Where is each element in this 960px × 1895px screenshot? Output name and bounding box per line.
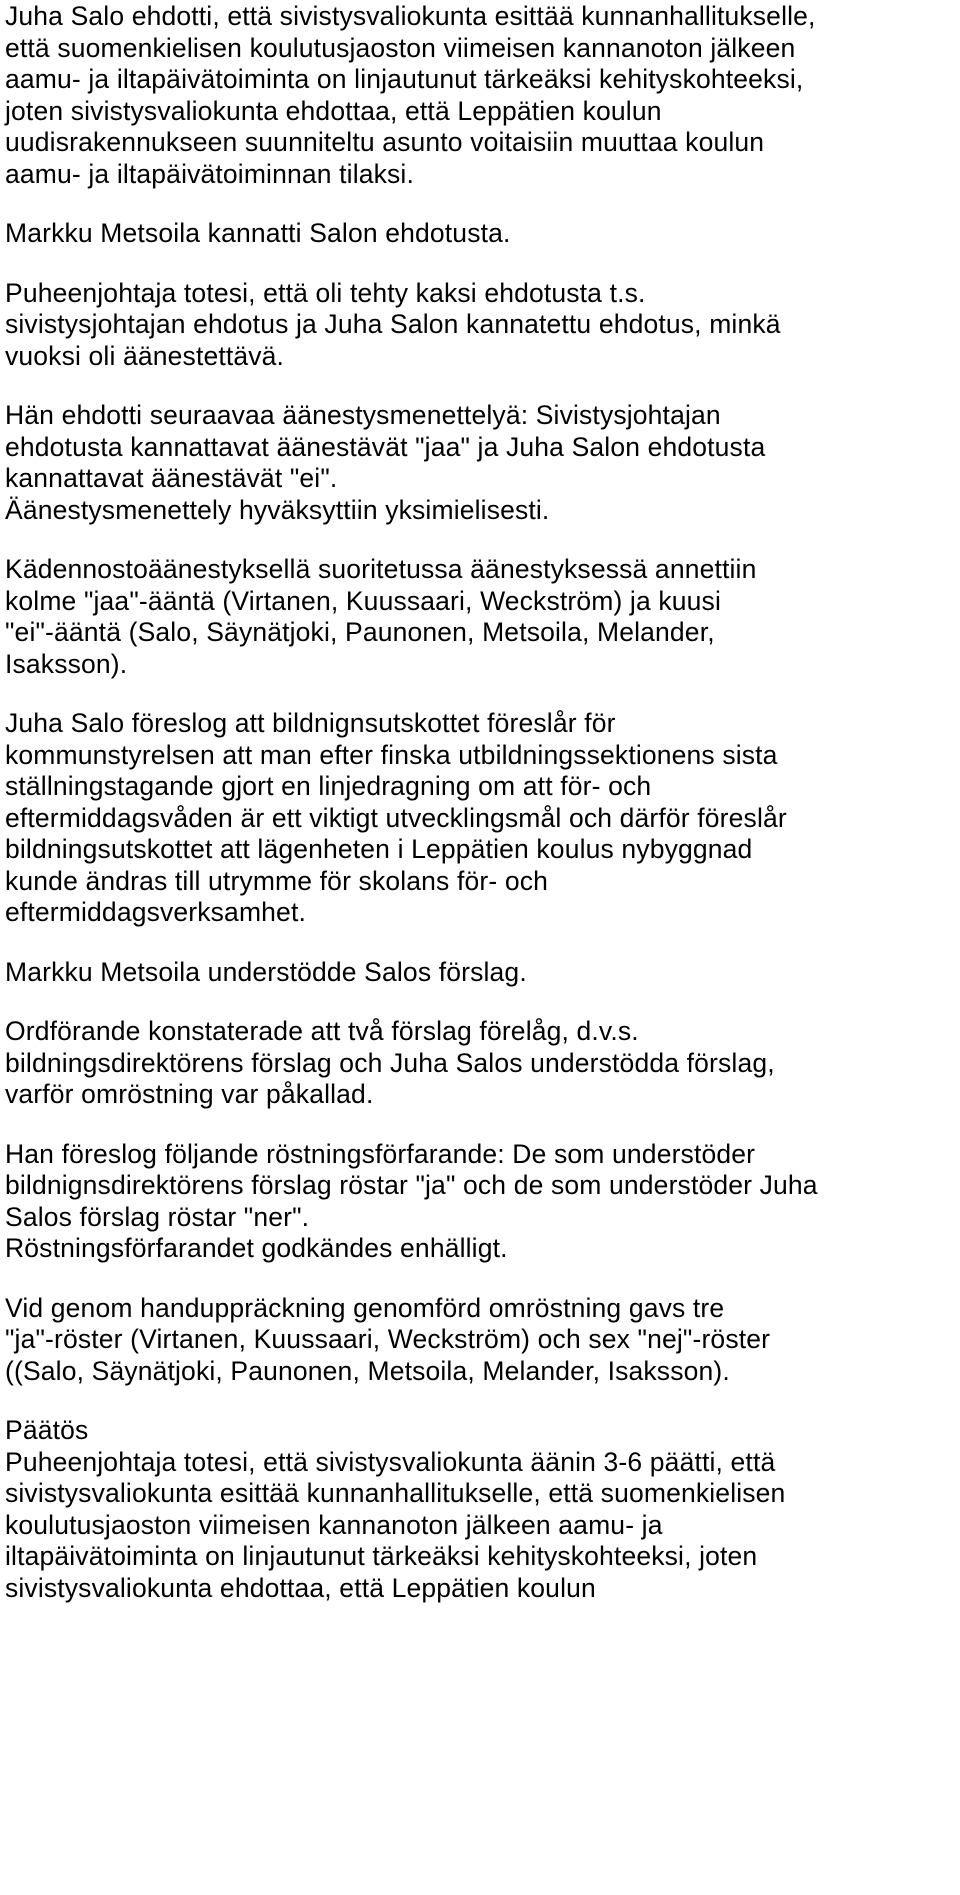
paragraph-metsoila-support-fi: Markku Metsoila kannatti Salon ehdotusta.: [5, 218, 511, 248]
document-page: [5, 0, 955, 1604]
paragraph-voting-procedure-fi: Hän ehdotti seuraavaa äänestysmenettelyä: Sivistysjohtajan ehdotusta kannattavat äänestävät "jaa" ja Juha Salon ehdotusta kannattavat äänestävät "ei". Äänestysmenettely hyväksyttiin yksimielisesti.: [5, 400, 766, 525]
paragraph-salo-proposal-sv: Juha Salo föreslog att bildnignsutskottet föreslår för kommunstyrelsen att man efter finska utbildningssektionens sista ställningstagande gjort en linjedragning om att för- och eftermiddagsvåden är ett viktigt utvecklingsmål och därför föreslår bildningsutskottet att lägenheten i Leppätien koulus nybyggnad kunde ändras till utrymme för skolans för- och eftermiddagsverksamhet.: [5, 708, 787, 927]
paragraph-metsoila-support-sv: Markku Metsoila understödde Salos förslag.: [5, 956, 527, 987]
paragraph-vote-result-fi: Kädennostoäänestyksellä suoritetussa äänestyksessä annettiin kolme "jaa"-ääntä (Virtanen, Kuussaari, Weckström) ja kuusi "ei"-ääntä (Salo, Säynätjoki, Paunonen, Metsoila, Melander, Isaksson).: [5, 554, 757, 679]
paragraph-voting-procedure-sv: Han föreslog följande röstningsförfarande: De som understöder bildnignsdirektörens förslag röstar "ja" och de som understöder Juha Salos förslag röstar "ner". Röstningsförfarandet godkändes enhälligt.: [5, 1138, 818, 1263]
paragraph-vote-result-sv: Vid genom handuppräckning genomförd omröstning gavs tre "ja"-röster (Virtanen, Kuussaari, Weckström) och sex "nej"-röster ((Salo, Säynätjoki, Paunonen, Metsoila, Melander, Isaksson).: [5, 1292, 771, 1386]
paragraph-decision: Päätös Puheenjohtaja totesi, että sivistysvaliokunta äänin 3-6 päätti, että sivistysvaliokunta esittää kunnanhallitukselle, että suomenkielisen koulutusjaoston viimeisen kannanoton jälkeen aamu- ja iltapäivätoiminta on linjautunut tärkeäksi kehityskohteeksi, joten sivistysvaliokunta ehdottaa, että Leppätien koulun: [5, 1415, 786, 1603]
paragraph-chair-two-proposals-fi: Puheenjohtaja totesi, että oli tehty kaksi ehdotusta t.s. sivistysjohtajan ehdotus ja Juha Salon kannatettu ehdotus, minkä vuoksi oli äänestettävä.: [5, 277, 781, 371]
paragraph-salo-proposal-fi: Juha Salo ehdotti, että sivistysvaliokunta esittää kunnanhallitukselle, että suomenkielisen koulutusjaoston viimeisen kannanoton jälkeen aamu- ja iltapäivätoiminta on linjautunut tärkeäksi kehityskohteeksi, joten sivistysvaliokunta ehdottaa, että Leppätien koulun uudisrakennukseen suunniteltu asunto voitaisiin muuttaa koulun aamu- ja iltapäivätoiminnan tilaksi.: [5, 1, 816, 189]
paragraph-chair-two-proposals-sv: Ordförande konstaterade att två förslag förelåg, d.v.s. bildningsdirektörens förslag och Juha Salos understödda förslag, varför omröstning var påkallad.: [5, 1016, 775, 1109]
